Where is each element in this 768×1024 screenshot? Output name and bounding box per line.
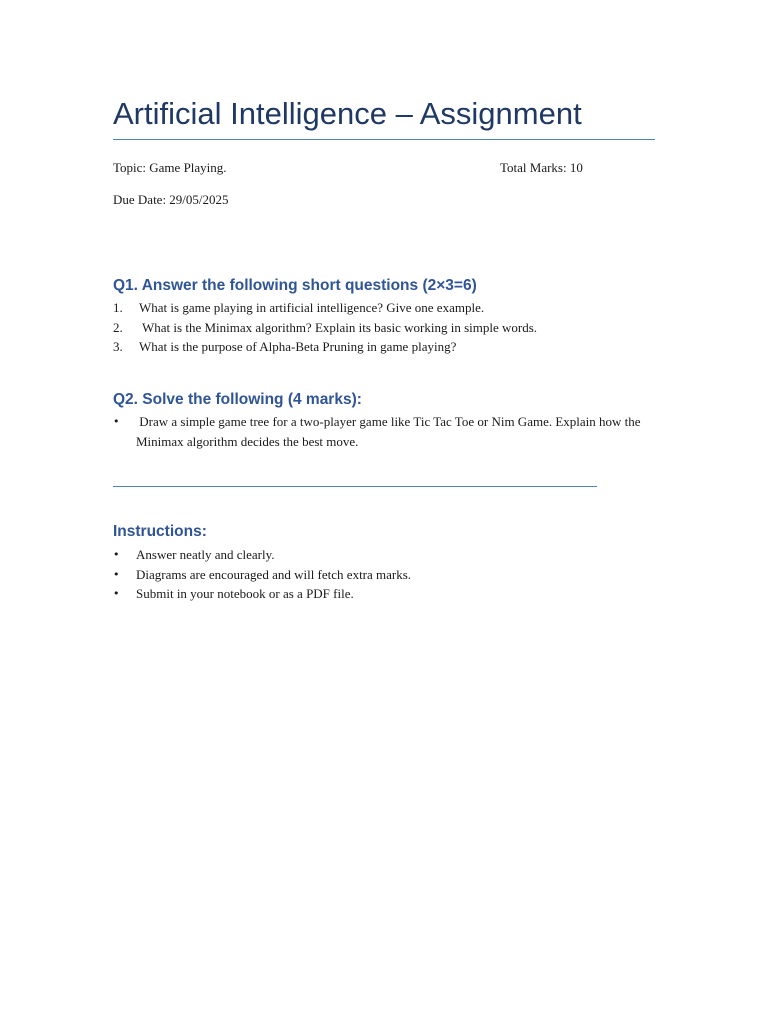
bullet-icon: • [113,567,120,581]
list-item [113,584,658,604]
list-item [113,545,658,565]
q1-question-list [113,298,658,357]
list-item [113,337,658,357]
q2-task-list [113,412,653,452]
topic-line: Topic: Game Playing. [113,160,227,175]
list-item [113,298,658,318]
task-text: Draw a simple game tree for a two-player game like Tic Tac Toe or Nim Game. Explain how the Minimax algorithm decides the best move. [136,414,644,449]
list-number: 2. [113,319,123,335]
list-item [113,318,658,338]
total-marks: Total Marks: 10 [500,160,583,175]
q2-heading: Q2. Solve the following (4 marks): [113,391,362,408]
list-number: 1. [113,300,123,315]
instructions-heading: Instructions: [113,523,207,540]
document-title: Artificial Intelligence – Assignment [113,96,582,131]
question-text: What is the Minimax algorithm? Explain its basic working in simple words. [139,319,538,335]
instruction-text: Answer neatly and clearly. [136,547,275,562]
instruction-text: Diagrams are encouraged and will fetch extra marks. [136,566,412,582]
bullet-icon: • [113,548,120,561]
bullet-icon: • [113,415,120,428]
section-divider [113,486,597,487]
instructions-list [113,545,658,604]
due-date: Due Date: 29/05/2025 [113,192,229,207]
q1-heading: Q1. Answer the following short questions (2×3=6) [113,277,477,294]
list-item [113,565,658,585]
list-item [113,412,653,452]
question-text: What is the purpose of Alpha-Beta Pruning in game playing? [139,339,457,354]
list-number: 3. [113,339,123,354]
bullet-icon: • [113,587,120,600]
question-text: What is game playing in artificial intelligence? Give one example. [139,300,485,315]
instruction-text: Submit in your notebook or as a PDF file. [136,586,354,601]
title-underline [113,139,655,140]
